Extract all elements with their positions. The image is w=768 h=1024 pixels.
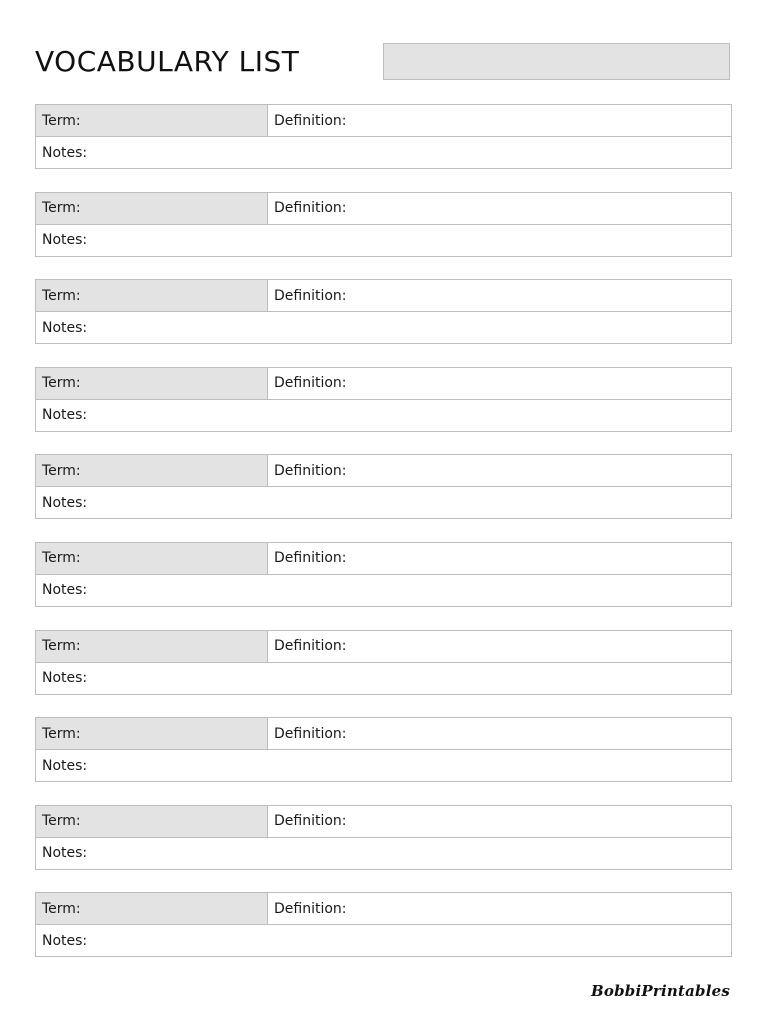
- entry-top-row: [36, 193, 731, 225]
- term-cell[interactable]: [36, 543, 268, 574]
- notes-cell[interactable]: [36, 663, 731, 694]
- notes-label: Notes:: [42, 670, 88, 687]
- notes-cell[interactable]: [36, 137, 731, 168]
- notes-label: Notes:: [42, 144, 88, 161]
- entry-top-row: [36, 806, 731, 838]
- definition-cell[interactable]: [268, 543, 731, 574]
- entry-top-row: [36, 280, 731, 312]
- entry-top-row: [36, 718, 731, 750]
- term-cell[interactable]: [36, 193, 268, 224]
- notes-label: Notes:: [42, 407, 88, 424]
- term-cell[interactable]: [36, 280, 268, 311]
- term-cell[interactable]: [36, 718, 268, 749]
- vocab-entry: [35, 717, 732, 782]
- notes-cell[interactable]: [36, 400, 731, 431]
- page-title: VOCABULARY LIST: [35, 45, 300, 78]
- term-label: Term:: [42, 112, 81, 129]
- definition-label: Definition:: [274, 550, 347, 567]
- definition-label: Definition:: [274, 375, 347, 392]
- definition-cell[interactable]: [268, 280, 731, 311]
- brand-logo: BobbiPrintables: [591, 982, 730, 1000]
- notes-label: Notes:: [42, 932, 88, 949]
- term-label: Term:: [42, 638, 81, 655]
- term-cell[interactable]: [36, 631, 268, 662]
- vocabulary-entries: [35, 104, 732, 980]
- notes-cell[interactable]: [36, 838, 731, 869]
- term-cell[interactable]: [36, 893, 268, 924]
- vocab-entry: [35, 892, 732, 957]
- term-cell[interactable]: [36, 368, 268, 399]
- notes-cell[interactable]: [36, 750, 731, 781]
- notes-cell[interactable]: [36, 575, 731, 606]
- term-cell[interactable]: [36, 455, 268, 486]
- entry-top-row: [36, 893, 731, 925]
- entry-top-row: [36, 455, 731, 487]
- notes-label: Notes:: [42, 845, 88, 862]
- definition-cell[interactable]: [268, 455, 731, 486]
- term-label: Term:: [42, 287, 81, 304]
- vocab-entry: [35, 454, 732, 519]
- vocab-entry: [35, 367, 732, 432]
- vocab-entry: [35, 805, 732, 870]
- definition-cell[interactable]: [268, 193, 731, 224]
- definition-cell[interactable]: [268, 631, 731, 662]
- notes-cell[interactable]: [36, 225, 731, 256]
- definition-cell[interactable]: [268, 806, 731, 837]
- definition-label: Definition:: [274, 112, 347, 129]
- entry-top-row: [36, 368, 731, 400]
- notes-cell[interactable]: [36, 487, 731, 518]
- term-cell[interactable]: [36, 806, 268, 837]
- vocab-entry: [35, 192, 732, 257]
- definition-label: Definition:: [274, 462, 347, 479]
- definition-label: Definition:: [274, 638, 347, 655]
- vocab-entry: [35, 104, 732, 169]
- term-label: Term:: [42, 550, 81, 567]
- notes-label: Notes:: [42, 232, 88, 249]
- term-cell[interactable]: [36, 105, 268, 136]
- notes-label: Notes:: [42, 582, 88, 599]
- definition-cell[interactable]: [268, 718, 731, 749]
- term-label: Term:: [42, 813, 81, 830]
- entry-top-row: [36, 543, 731, 575]
- definition-label: Definition:: [274, 813, 347, 830]
- definition-cell[interactable]: [268, 105, 731, 136]
- definition-label: Definition:: [274, 900, 347, 917]
- definition-label: Definition:: [274, 200, 347, 217]
- notes-cell[interactable]: [36, 312, 731, 343]
- term-label: Term:: [42, 200, 81, 217]
- term-label: Term:: [42, 375, 81, 392]
- term-label: Term:: [42, 900, 81, 917]
- notes-cell[interactable]: [36, 925, 731, 956]
- vocab-entry: [35, 630, 732, 695]
- definition-label: Definition:: [274, 287, 347, 304]
- notes-label: Notes:: [42, 494, 88, 511]
- title-name-box[interactable]: [383, 43, 730, 80]
- term-label: Term:: [42, 462, 81, 479]
- vocab-entry: [35, 542, 732, 607]
- term-label: Term:: [42, 725, 81, 742]
- notes-label: Notes:: [42, 319, 88, 336]
- definition-cell[interactable]: [268, 893, 731, 924]
- entry-top-row: [36, 105, 731, 137]
- notes-label: Notes:: [42, 757, 88, 774]
- vocab-entry: [35, 279, 732, 344]
- entry-top-row: [36, 631, 731, 663]
- definition-cell[interactable]: [268, 368, 731, 399]
- definition-label: Definition:: [274, 725, 347, 742]
